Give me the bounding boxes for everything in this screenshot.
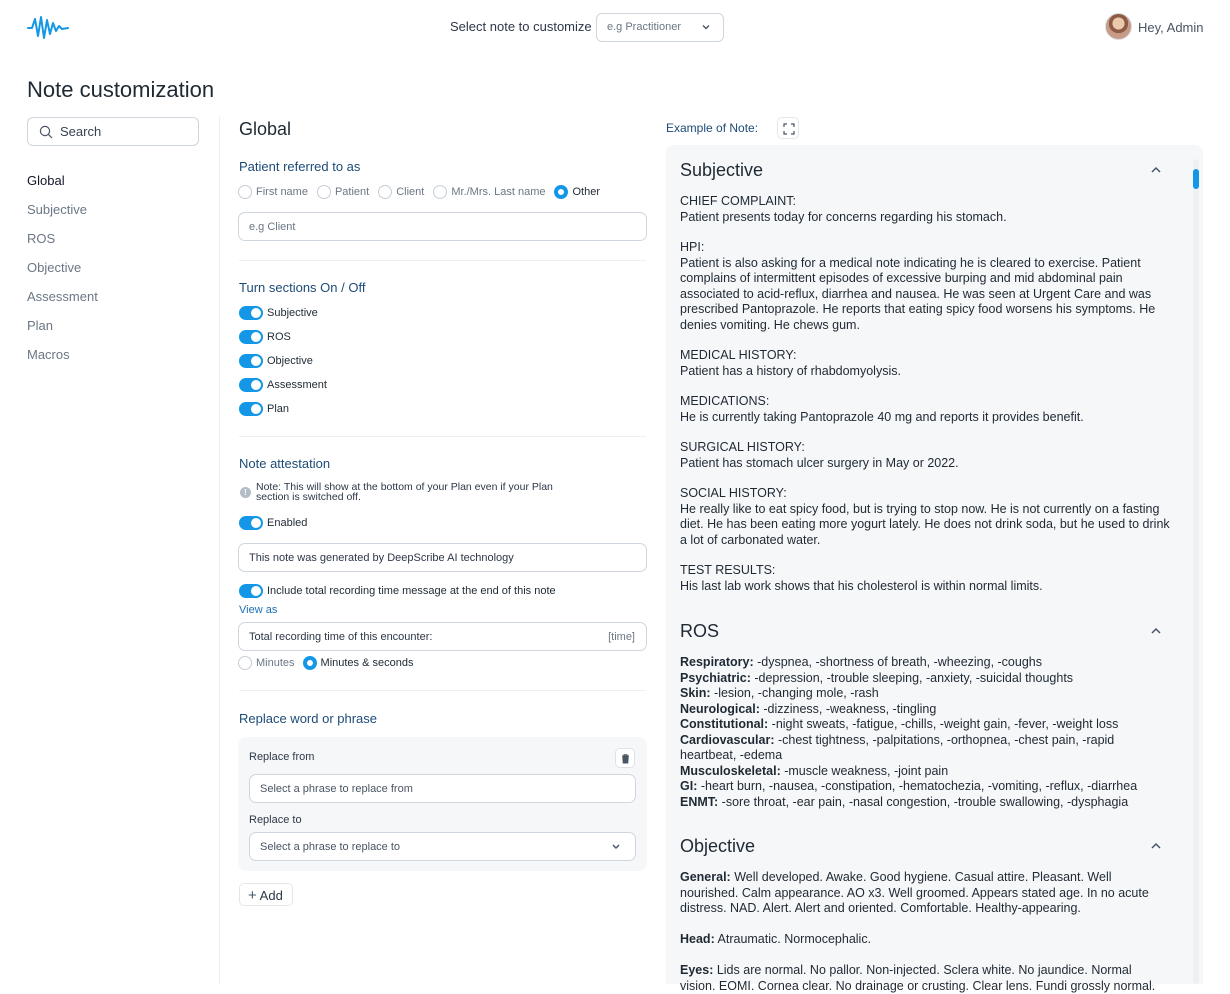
- ros-key: Musculoskeletal:: [680, 763, 781, 778]
- chevron-up-icon[interactable]: [1150, 627, 1162, 635]
- radio-label: Patient: [334, 186, 370, 198]
- referred-title: Patient referred to as: [239, 159, 361, 174]
- plus-icon: +: [248, 887, 257, 904]
- toggle-label: Include total recording time message at the end of this note: [267, 585, 556, 597]
- toggle-assessment[interactable]: [239, 378, 263, 392]
- sidebar-item-ros[interactable]: ROS: [27, 231, 56, 246]
- ros-value: -night sweats, -fatigue, -chills, -weight gain, -fever, -weight loss: [768, 717, 1119, 731]
- ros-item: [680, 795, 1170, 811]
- toggle-plan-row: [239, 402, 289, 416]
- hpi-block: [680, 440, 1170, 471]
- block-heading: SOCIAL HISTORY:: [680, 486, 787, 500]
- user-avatar[interactable]: [1105, 13, 1132, 40]
- toggle-objective-row: [239, 354, 313, 368]
- toggle-assessment-row: [239, 378, 327, 392]
- toggle-label: Enabled: [267, 517, 308, 529]
- time-unit-radio-group: [238, 656, 422, 670]
- note-type-select[interactable]: [596, 13, 724, 42]
- sidebar-item-assessment[interactable]: Assessment: [27, 289, 98, 304]
- radio-other[interactable]: [554, 185, 600, 199]
- toggle-objective[interactable]: [239, 354, 263, 368]
- radio-circle: [238, 656, 252, 670]
- block-heading: HPI:: [680, 240, 705, 254]
- search-box[interactable]: [27, 117, 199, 146]
- select-note-label: Select note to customize: [450, 19, 592, 34]
- objective-key: Head:: [680, 932, 715, 946]
- block-heading: MEDICATIONS:: [680, 394, 770, 408]
- attestation-title: Note attestation: [239, 456, 331, 471]
- radio-label: Client: [396, 186, 425, 198]
- attestation-enabled-row: [239, 516, 307, 530]
- ros-block: [680, 655, 1170, 810]
- example-label: Example of Note:: [666, 121, 759, 135]
- ros-item: [680, 655, 1170, 671]
- toggle-label: Subjective: [267, 307, 318, 319]
- note-preview-panel[interactable]: [666, 145, 1203, 993]
- radio-circle: [554, 185, 568, 199]
- objective-head: [680, 932, 1170, 948]
- radio-label: Minutes & seconds: [320, 657, 414, 669]
- replace-to-select[interactable]: [249, 832, 636, 861]
- divider: [239, 690, 646, 691]
- radio-patient[interactable]: [317, 185, 369, 199]
- hpi-block: [680, 348, 1170, 379]
- ros-item: [680, 779, 1170, 795]
- info-icon: !: [240, 487, 251, 498]
- toggle-label: ROS: [267, 331, 291, 343]
- recording-time-row: [239, 584, 556, 598]
- expand-preview-button[interactable]: [777, 117, 799, 139]
- radio-minutes-seconds[interactable]: [303, 656, 414, 670]
- toggle-label: Objective: [267, 355, 313, 367]
- hpi-block: [680, 394, 1170, 425]
- expand-icon: [783, 123, 795, 135]
- divider: [239, 436, 646, 437]
- sections-title: Turn sections On / Off: [239, 280, 366, 295]
- toggle-subjective-row: [239, 306, 318, 320]
- recording-text: Total recording time of this encounter:: [249, 631, 433, 643]
- block-text: Patient has stomach ulcer surgery in May or 2022.: [680, 455, 959, 470]
- toggle-label: Assessment: [267, 379, 327, 391]
- ros-key: Neurological:: [680, 701, 760, 716]
- objective-eyes: [680, 963, 1170, 994]
- hpi-block: [680, 240, 1170, 333]
- toggle-attestation-enabled[interactable]: [239, 516, 263, 530]
- sidebar-item-plan[interactable]: Plan: [27, 318, 54, 333]
- radio-minutes[interactable]: [238, 656, 295, 670]
- radio-circle: [378, 185, 392, 199]
- ros-item: [680, 764, 1170, 780]
- toggle-plan[interactable]: [239, 402, 263, 416]
- page-title: Note customization: [27, 77, 215, 102]
- radio-label: Minutes: [256, 657, 295, 669]
- toggle-subjective[interactable]: [239, 306, 263, 320]
- search-icon: [39, 125, 53, 139]
- radio-label: Mr./Mrs. Last name: [451, 186, 546, 198]
- ros-value: -lesion, -changing mole, -rash: [710, 686, 879, 700]
- ros-item: [680, 733, 1170, 764]
- radio-last-name[interactable]: [433, 185, 545, 199]
- preview-ros-title: ROS: [680, 621, 720, 641]
- radio-label: First name: [256, 186, 308, 198]
- view-as-link[interactable]: View as: [239, 604, 278, 616]
- time-tag: [time]: [608, 631, 635, 643]
- sidebar-item-objective[interactable]: Objective: [27, 260, 82, 275]
- note-type-placeholder: e.g Practitioner: [607, 21, 681, 33]
- ros-key: Psychiatric:: [680, 670, 751, 685]
- radio-first-name[interactable]: [238, 185, 308, 199]
- chevron-up-icon[interactable]: [1150, 166, 1162, 174]
- hpi-block: [680, 563, 1170, 594]
- block-text: He is currently taking Pantoprazole 40 mg and reports it provides benefit.: [680, 409, 1084, 424]
- hpi-block: [680, 486, 1170, 548]
- recording-text-input[interactable]: [238, 622, 647, 651]
- replace-from-input[interactable]: Select a phrase to replace from: [249, 774, 636, 803]
- preview-subjective-title: Subjective: [680, 160, 764, 180]
- chevron-up-icon[interactable]: [1150, 842, 1162, 850]
- preview-scrollbar[interactable]: [1193, 159, 1199, 984]
- hpi-block: [680, 194, 1170, 225]
- ros-key: Skin:: [680, 686, 711, 700]
- radio-circle: [433, 185, 447, 199]
- ros-value: -dizziness, -weakness, -tingling: [759, 701, 937, 716]
- block-heading: TEST RESULTS:: [680, 563, 776, 577]
- block-heading: MEDICAL HISTORY:: [680, 348, 797, 362]
- add-rule-button[interactable]: [239, 883, 293, 906]
- replace-from-label: Replace from: [249, 751, 315, 763]
- user-greeting[interactable]: Hey, Admin: [1138, 20, 1204, 35]
- delete-rule-button[interactable]: [615, 748, 635, 768]
- ros-key: Constitutional:: [680, 717, 769, 731]
- radio-circle: [303, 656, 317, 670]
- preview-objective-title: Objective: [680, 836, 756, 856]
- toggle-ros-row: [239, 330, 291, 344]
- objective-key: General:: [680, 870, 731, 884]
- trash-icon: [620, 753, 631, 764]
- add-label: Add: [259, 888, 283, 903]
- ros-item: [680, 686, 1170, 702]
- sidebar-item-global[interactable]: Global: [27, 173, 65, 188]
- radio-label: Other: [572, 186, 600, 198]
- block-heading: CHIEF COMPLAINT:: [680, 194, 796, 208]
- attestation-text-input[interactable]: This note was generated by DeepScribe AI technology: [238, 543, 647, 572]
- toggle-ros[interactable]: [239, 330, 263, 344]
- block-text: His last lab work shows that his cholesterol is within normal limits.: [680, 578, 1043, 593]
- divider: [239, 260, 646, 261]
- sidebar-item-macros[interactable]: Macros: [27, 347, 70, 362]
- ros-value: -heart burn, -nausea, -constipation, -hematochezia, -vomiting, -reflux, -diarrhea: [697, 779, 1138, 793]
- search-input[interactable]: [60, 124, 190, 139]
- chevron-down-icon: [611, 843, 621, 851]
- ros-key: GI:: [680, 779, 698, 793]
- objective-key: Eyes:: [680, 963, 714, 977]
- ros-value: -muscle weakness, -joint pain: [780, 763, 949, 778]
- replace-to-label: Replace to: [249, 814, 302, 826]
- ros-item: [680, 671, 1170, 687]
- ros-value: -depression, -trouble sleeping, -anxiety, -suicidal thoughts: [750, 670, 1074, 685]
- ros-item: [680, 702, 1170, 718]
- sidebar-divider: [219, 116, 220, 984]
- replace-title: Replace word or phrase: [239, 711, 378, 726]
- radio-circle: [317, 185, 331, 199]
- radio-circle: [238, 185, 252, 199]
- block-text: He really like to eat spicy food, but is trying to stop now. He is not currently on a fasting diet. He has been eating more yogurt lately. He does not drink soda, but he used to drink a lot of carbonated water.: [680, 501, 1170, 547]
- objective-value: Well developed. Awake. Good hygiene. Casual attire. Pleasant. Well nourished. Calm appearance. AO x3. Well groomed. Appears stated age. In no acute distress. NAD. Alert. Alert and oriented. Comfortable. Healthy-appearing.: [680, 870, 1149, 915]
- attestation-note: Note: This will show at the bottom of your Plan even if your Plan section is switched off.: [256, 481, 553, 503]
- objective-general: [680, 870, 1170, 917]
- block-text: Patient is also asking for a medical note indicating he is cleared to exercise. Patient complains of intermittent episodes of excessive burping and mid abdominal pain associated to acid-reflux, diarrhea and nausea. He was seen at Urgent Care and was prescribed Pantoprazole. He reports that eating spicy food worsens his symptoms. He denies vomiting. He chews gum.: [680, 255, 1156, 332]
- referred-custom-input[interactable]: e.g Client: [238, 212, 647, 241]
- toggle-label: Plan: [267, 403, 290, 415]
- ros-value: -dyspnea, -shortness of breath, -wheezing, -coughs: [753, 655, 1042, 669]
- replace-rule-card: [238, 737, 647, 871]
- scrollbar-thumb[interactable]: [1193, 169, 1199, 189]
- replace-to-placeholder: Select a phrase to replace to: [260, 841, 401, 853]
- block-text: Patient has a history of rhabdomyolysis.: [680, 363, 901, 378]
- ros-value: -sore throat, -ear pain, -nasal congestion, -trouble swallowing, -dysphagia: [718, 794, 1129, 809]
- ros-key: Cardiovascular:: [680, 732, 775, 747]
- chevron-down-icon: [701, 22, 711, 32]
- sidebar-item-subjective[interactable]: Subjective: [27, 202, 87, 217]
- ros-item: [680, 717, 1170, 733]
- block-text: Patient presents today for concerns regarding his stomach.: [680, 209, 1007, 224]
- referred-radio-group: [238, 185, 609, 199]
- global-title: Global: [239, 119, 292, 139]
- block-heading: SURGICAL HISTORY:: [680, 440, 805, 454]
- sidebar-nav: [27, 172, 98, 375]
- toggle-recording-time[interactable]: [239, 584, 263, 598]
- ros-key: Respiratory:: [680, 655, 754, 669]
- ros-key: ENMT:: [680, 794, 719, 809]
- deepscribe-logo[interactable]: [27, 14, 69, 40]
- ros-value: -chest tightness, -palpitations, -orthopnea, -chest pain, -rapid heartbeat, -edema: [680, 732, 1115, 762]
- objective-value: Atraumatic. Normocephalic.: [714, 932, 872, 946]
- objective-value: Lids are normal. No pallor. Non-injected. Sclera white. No jaundice. Normal vision. EOMI. Cornea clear. No drainage or crusting. Clear lens. Fundi grossly normal.: [680, 963, 1156, 993]
- radio-client[interactable]: [378, 185, 424, 199]
